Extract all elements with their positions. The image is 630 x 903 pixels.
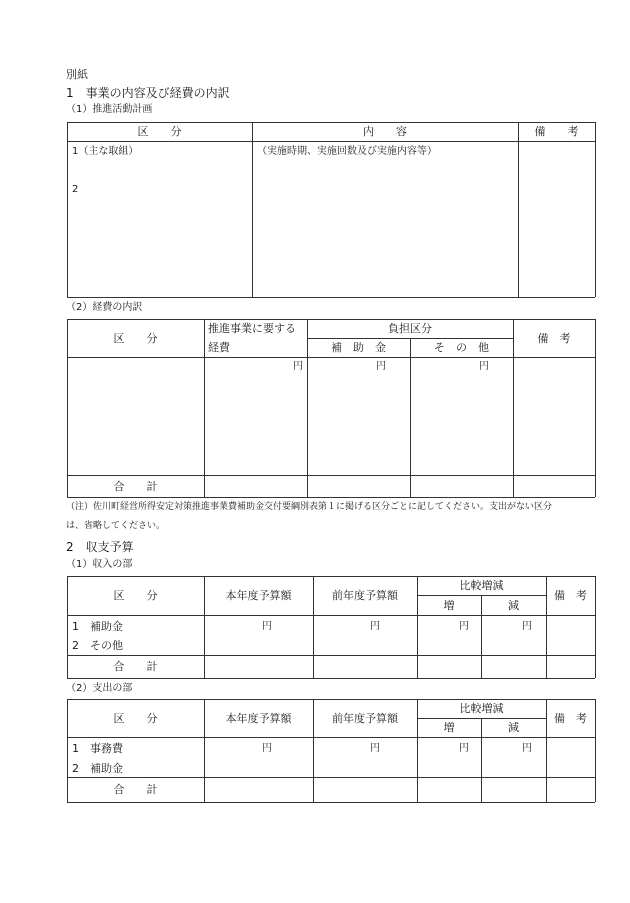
income-header-increase: 増 — [443, 598, 455, 612]
plan-header-remarks: 備 考 — [534, 125, 579, 138]
income-header-comparison: 比較増減 — [459, 579, 504, 592]
section1-title: 1 事業の内容及び経費の内訳 — [66, 86, 230, 100]
income-yen-decrease: 円 — [522, 621, 532, 632]
income-subtitle: （1）収入の部 — [66, 559, 133, 570]
expenses-header-subsidy: 補 助 金 — [331, 341, 386, 354]
expenses-yen-subsidy: 円 — [376, 361, 386, 372]
expenditure-row-2: 2 補助金 — [72, 762, 123, 775]
income-total-label: 合 計 — [113, 660, 158, 673]
plan-header-category: 区 分 — [137, 125, 182, 138]
expenditure-yen-increase: 円 — [459, 743, 469, 754]
income-header-last-year: 前年度予算額 — [332, 589, 398, 602]
section2-title: 2 収支予算 — [66, 540, 134, 554]
expenses-header-category: 区 分 — [113, 331, 158, 345]
expenditure-total-label: 合 計 — [113, 783, 158, 796]
income-yen-this-year: 円 — [262, 621, 272, 632]
plan-subtitle: （1）推進活動計画 — [66, 104, 153, 115]
income-row-2: 2 その他 — [72, 639, 123, 652]
plan-row-category-2: 2 — [72, 184, 79, 195]
plan-row-category-1: 1（主な取組） — [72, 146, 139, 157]
income-header-category: 区 分 — [113, 589, 158, 602]
expenses-total-label: 合 計 — [113, 479, 158, 493]
plan-content-note: （実施時期、実施回数及び実施内容等） — [257, 146, 437, 157]
income-yen-increase: 円 — [459, 621, 469, 632]
expenses-subtitle: （2）経費の内訳 — [66, 302, 143, 313]
expenditure-header-last-year: 前年度予算額 — [332, 711, 398, 725]
income-header-remarks: 備 考 — [554, 589, 587, 602]
expenditure-header-remarks: 備 考 — [554, 711, 587, 725]
expenses-header-burden: 負担区分 — [388, 322, 432, 335]
expenses-note-line-2: は、省略してください。 — [66, 521, 166, 531]
expenditure-yen-this-year: 円 — [262, 743, 272, 754]
expenditure-header-category: 区 分 — [113, 711, 158, 725]
plan-header-content: 内 容 — [363, 125, 407, 138]
income-header-decrease: 減 — [508, 598, 519, 612]
expenditure-yen-last-year: 円 — [370, 743, 380, 754]
expenses-yen-other: 円 — [479, 361, 489, 372]
expenses-note-line-1: （注）佐川町経営所得安定対策推進事業費補助金交付要綱別表第１に掲げる区分ごとに記してください。支出がない区分 — [66, 502, 553, 512]
income-header-this-year: 本年度予算額 — [225, 589, 292, 602]
expenditure-yen-decrease: 円 — [522, 743, 532, 754]
expenses-yen-required: 円 — [293, 361, 303, 372]
expenditure-subtitle: （2）支出の部 — [66, 683, 133, 694]
expenses-header-required-1: 推進事業に要する — [208, 322, 296, 335]
expenditure-row-1: 1 事務費 — [72, 742, 123, 755]
expenditure-header-increase: 増 — [443, 721, 455, 734]
expenditure-header-comparison: 比較増減 — [459, 702, 504, 715]
attachment-label: 別紙 — [66, 68, 88, 81]
expenses-header-remarks: 備 考 — [537, 331, 571, 345]
expenditure-header-this-year: 本年度予算額 — [225, 711, 292, 725]
income-yen-last-year: 円 — [370, 621, 380, 632]
expenditure-header-decrease: 減 — [508, 721, 519, 734]
expenses-header-other: そ の 他 — [434, 341, 489, 354]
income-row-1: 1 補助金 — [72, 620, 123, 633]
expenses-header-required-2: 経費 — [208, 341, 230, 354]
